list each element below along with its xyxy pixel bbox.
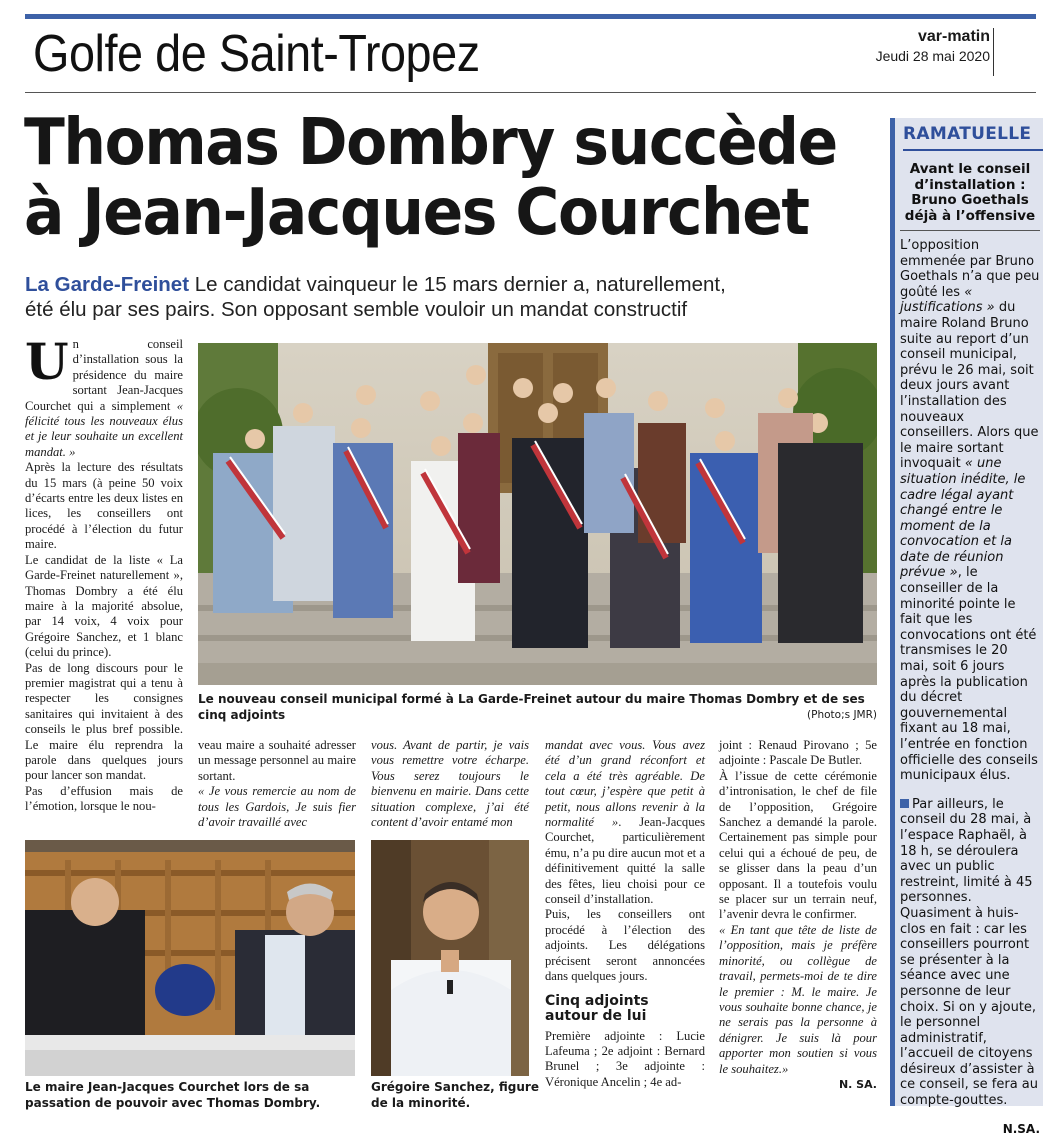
sidebar-title-rule xyxy=(900,230,1040,231)
article-column-1 xyxy=(25,332,183,815)
sidebar-title: Avant le conseil d’installation : Bruno Goethals déjà à l’offensive xyxy=(904,161,1036,224)
col4-p1b: . Jean-Jacques Courchet, particulièrement ému, n’a pu dire aucun mot et a définitivement quitté la salle des fêtes, lieu choisi pour ce conseil d’installation. xyxy=(545,815,705,907)
headline-line-2: à Jean-Jacques Courchet xyxy=(24,176,809,250)
masthead-divider xyxy=(993,28,994,76)
portrait-photo-caption: Grégoire Sanchez, figure de la minorité. xyxy=(371,1080,539,1110)
masthead xyxy=(876,28,990,66)
section-title: Golfe de Saint-Tropez xyxy=(33,25,480,83)
col1-p5: Pas d’effusion mais de l’émotion, lorsque le nou- xyxy=(25,783,183,814)
drop-cap: U xyxy=(25,332,69,391)
col1-p3: Le candidat de la liste « La Garde-Freinet naturellement », Thomas Dombry a été élu maire à la majorité absolue, par 14 voix, 4 voix pour Grégoire Sanchez, et 1 blanc (celui du prince). xyxy=(25,552,183,660)
main-photo-caption: Le nouveau conseil municipal formé à La Garde-Freinet autour du maire Thomas Dombry et de ses cinq adjoints xyxy=(198,692,865,722)
subheading: Cinq adjoints autour de lui xyxy=(545,992,649,1024)
square-bullet-icon xyxy=(900,799,909,808)
col5-p2: À l’issue de cette cérémonie d’intronisation, le chef de file de l’opposition, Grégoire Sanchez a demandé la parole. Certainement pas simple pour celui qui a échoué de peu, de se glisser dans la peau d’un opposant. Il a toutefois voulu se placer sur un terrain neuf, l’avenir devra le confirmer. xyxy=(719,768,877,922)
issue-date: Jeudi 28 mai 2020 xyxy=(875,48,990,64)
sidebar-p2: Par ailleurs, le conseil du 28 mai, à l’espace Raphaël, à 18 h, se déroulera avec un public restreint, limité à 45 personnes. Quasiment à huis-clos en fait : car les conseillers pourront se présenter à la séance avec une personne de leur choix. Si on y ajoute, le personnel administratif, l’accueil de citoyens désireux d’assister à ce conseil, se fera au compte-gouttes. xyxy=(900,796,1039,1109)
headline-line-1: Thomas Dombry succède xyxy=(24,106,837,180)
col1-p2: Après la lecture des résultats du 15 mars (à peine 50 voix d’écarts entre les deux listes en lices, les conseillers ont procédé à l’élection du futur maire. xyxy=(25,460,183,552)
sidebar-p1c: du maire Roland Bruno suite au report d’un conseil municipal, prévu le 26 mai, soit deux jours avant l’installation des nouveaux conseillers. Alors que le maire sortant invoquait xyxy=(900,300,1039,472)
deck-line-1: Le candidat vainqueur le 15 mars dernier a, naturellement, xyxy=(194,273,726,296)
article-column-5 xyxy=(719,738,877,1092)
sidebar-kicker-rule xyxy=(903,149,1043,151)
col2-p2: « Je vous remercie au nom de tous les Gardois, Je suis fier d’avoir travaillé avec xyxy=(198,784,356,830)
col1-p4: Pas de long discours pour le premier magistrat qui a tenu à respecter les consignes sanitaires qui invitaient à des conseils le plus bref possible. Le maire élu reprendra la parole dans quelques jours pour lancer son mandat. xyxy=(25,660,183,783)
article-signature: N. SA. xyxy=(838,1077,877,1091)
col5-p1: joint : Renaud Pirovano ; 5e adjointe : Pascale De Butler. xyxy=(719,738,877,768)
headline xyxy=(24,108,837,248)
sidebar-p1e: , le conseiller de la minorité pointe le fait que les convocations ont été transmises le 20 mai, soit 6 jours après la publication du décret gouvernemental fixant au 18 mai, l’entrée en fonction officielle des conseils municipaux élus. xyxy=(900,565,1038,784)
top-accent-bar xyxy=(25,14,1036,19)
col4-p2: Puis, les conseillers ont procédé à l’élection des adjoints. Les délégations précisent seront annoncées dans quelques jours. xyxy=(545,907,705,984)
sidebar-p1a: L’opposition emmenée par Bruno Goethals n’a que peu goûté les xyxy=(900,238,1040,300)
col3-p1: vous. Avant de partir, je vais vous remettre votre écharpe. Vous serez toujours le bienvenu en mairie. Dans cette situation complexe, j’ai été content d’avoir entamé mon xyxy=(371,738,529,830)
sidebar-p1b: « justifications » xyxy=(900,284,995,316)
sidebar-p1d: « une situation inédite, le cadre légal ayant changé entre le moment de la convocation et la date de réunion prévue » xyxy=(900,456,1026,581)
article-column-3 xyxy=(371,738,529,830)
col1-p1a: n conseil d’installation sous la présidence du maire sortant Jean-Jacques Courchet qui a simplement xyxy=(25,337,183,413)
sidebar-kicker: RAMATUELLE xyxy=(903,124,1032,144)
portrait-photo xyxy=(371,840,529,1076)
brand-name: var-matin xyxy=(917,28,990,45)
handover-photo-caption: Le maire Jean-Jacques Courchet lors de sa passation de pouvoir avec Thomas Dombry. xyxy=(25,1080,321,1110)
photo-credit: (Photo;s JMR) xyxy=(807,709,877,721)
deck-location: La Garde-Freinet xyxy=(25,273,190,296)
col5-p3: « En tant que tête de liste de l’opposition, mais je préfère minorité, ou collègue de travail, permets-moi de te dire le premier : M. le maire. Je vous souhaite bonne chance, je ne serais pas la personne à dénigrer. Je suis là pour apporter mon soutien si vous le souhaitez.» xyxy=(719,922,877,1076)
header-rule xyxy=(25,92,1036,93)
article-column-4 xyxy=(545,738,705,1090)
sidebar-text xyxy=(900,238,1040,1137)
col4-p1a: mandat avec vous. Vous avez été d’un grand réconfort et cela a été très agréable. De tout cœur, j’espère que petit à petit, nous allons revenir à la normalité » xyxy=(545,738,705,830)
deck xyxy=(25,272,885,322)
article-column-2 xyxy=(198,738,356,830)
col2-p1: veau maire a souhaité adresser un message personnel au maire sortant. xyxy=(198,738,356,783)
handover-photo xyxy=(25,840,355,1076)
col4-p3: Première adjointe : Lucie Lafeuma ; 2e adjoint : Bernard Brunel ; 3e adjointe : Véronique Ancelin ; 4e ad- xyxy=(545,1028,705,1089)
deck-line-2: été élu par ses pairs. Son opposant semble vouloir un mandat constructif xyxy=(25,298,688,321)
council-group-photo xyxy=(198,343,877,685)
sidebar-signature: N.SA. xyxy=(1002,1121,1040,1136)
col1-p1b: « félicité tous les nouveaux élus et je leur souhaite un excellent mandat. » xyxy=(25,398,183,459)
